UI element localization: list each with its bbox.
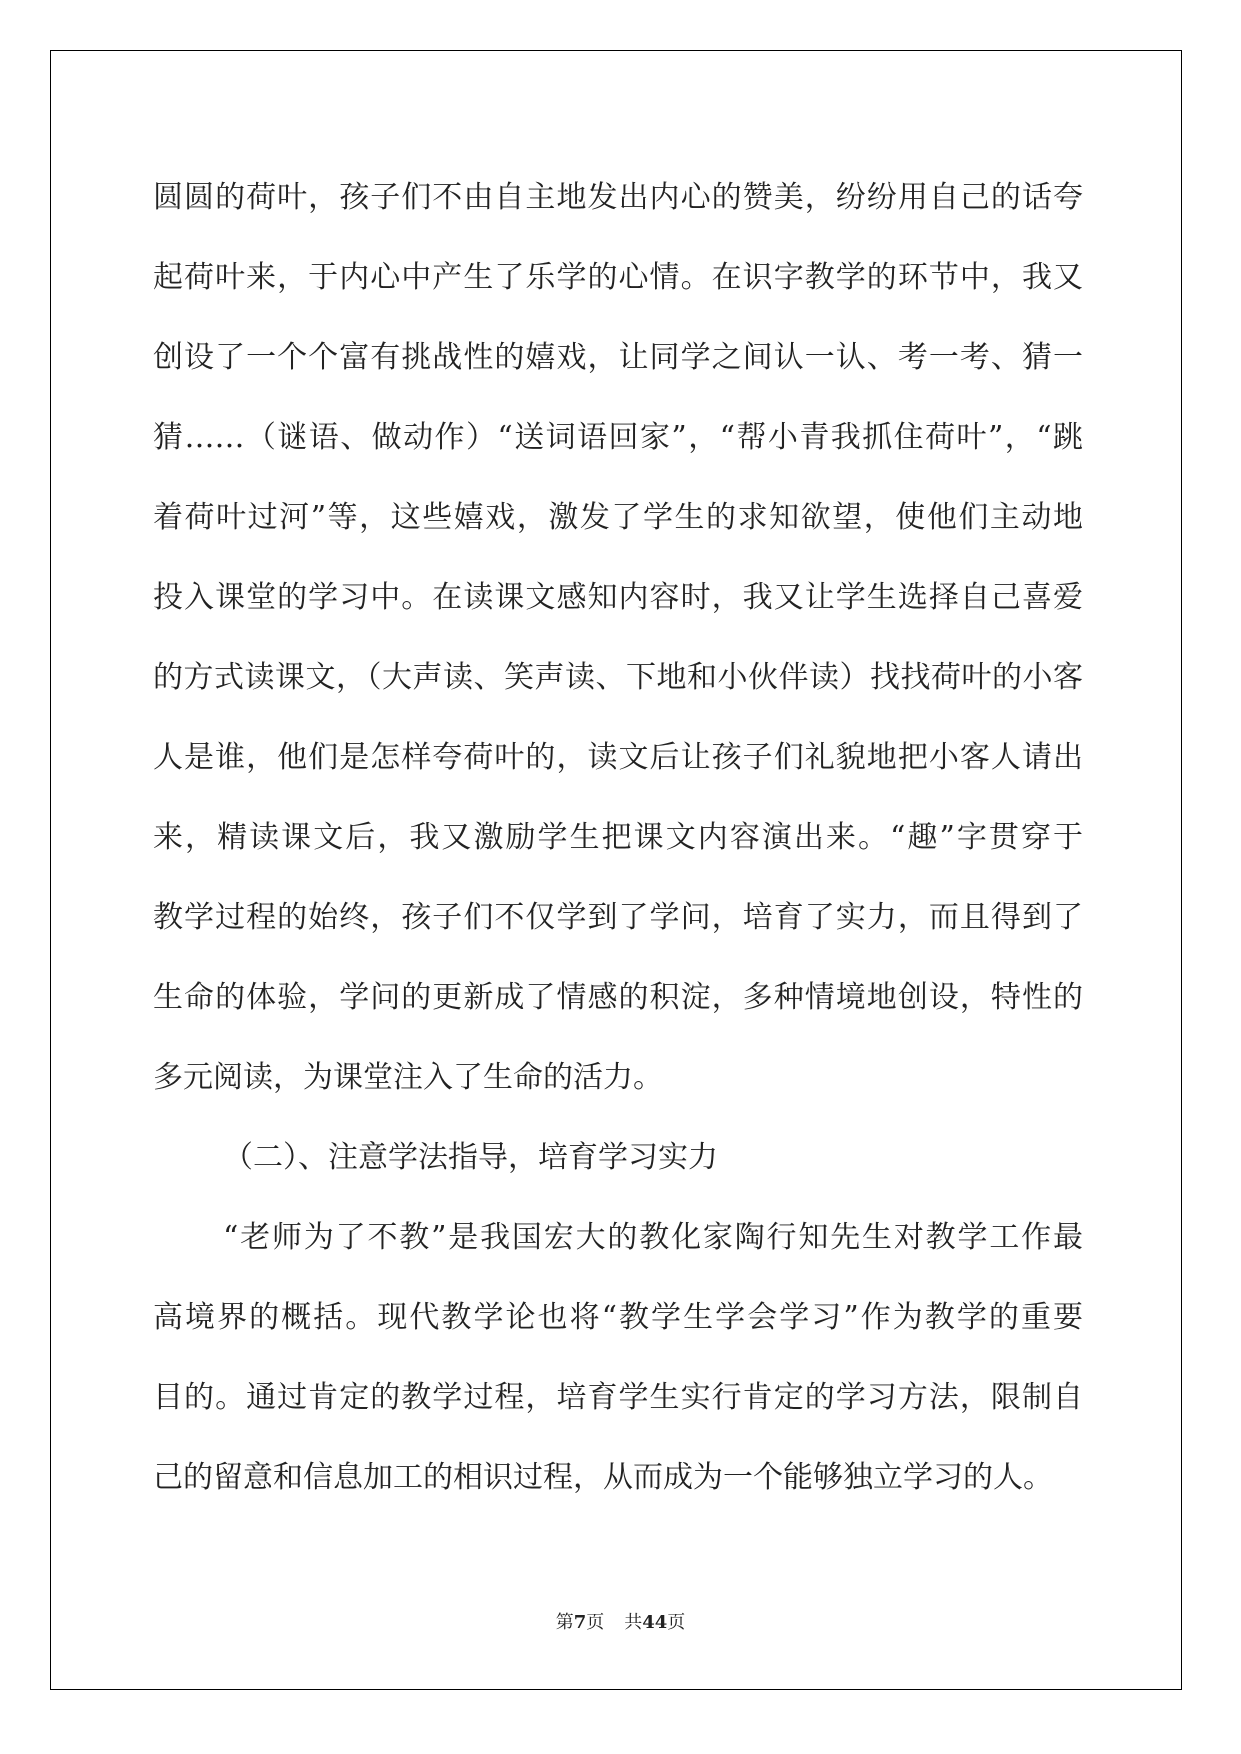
document-body bbox=[153, 158, 1083, 1518]
total-suffix: 页 bbox=[667, 1612, 686, 1633]
text-line: 着荷叶过河”等，这些嬉戏，激发了学生的求知欲望，使他们主动地 bbox=[153, 500, 1083, 535]
text-line: 多元阅读，为课堂注入了生命的活力。 bbox=[153, 1060, 663, 1095]
text-line: 目的。通过肯定的教学过程，培育学生实行肯定的学习方法，限制自 bbox=[153, 1380, 1083, 1415]
total-prefix: 共 bbox=[624, 1612, 643, 1633]
text-line: 猜……（谜语、做动作）“送词语回家”，“帮小青我抓住荷叶”，“跳 bbox=[153, 420, 1083, 455]
text-line: 起荷叶来，于内心中产生了乐学的心情。在识字教学的环节中，我又 bbox=[153, 260, 1083, 295]
page-number: 7 bbox=[573, 1612, 587, 1633]
total-pages: 44 bbox=[642, 1612, 668, 1633]
section-heading: （二）、注意学法指导，培育学习实力 bbox=[223, 1140, 718, 1175]
text-line: 来，精读课文后，我又激励学生把课文内容演出来。“趣”字贯穿于 bbox=[153, 820, 1083, 855]
page-suffix: 页 bbox=[586, 1612, 605, 1633]
text-line: 人是谁，他们是怎样夸荷叶的，读文后让孩子们礼貌地把小客人请出 bbox=[153, 740, 1083, 775]
text-line: 己的留意和信息加工的相识过程，从而成为一个能够独立学习的人。 bbox=[153, 1460, 1053, 1495]
text-line: 投入课堂的学习中。在读课文感知内容时，我又让学生选择自己喜爱 bbox=[153, 580, 1083, 615]
text-line: 高境界的概括。现代教学论也将“教学生学会学习”作为教学的重要 bbox=[153, 1300, 1083, 1335]
text-line: “老师为了不教”是我国宏大的教化家陶行知先生对教学工作最 bbox=[223, 1220, 1083, 1255]
text-line: 的方式读课文，（大声读、笑声读、下地和小伙伴读）找找荷叶的小客 bbox=[153, 660, 1083, 695]
page-prefix: 第 bbox=[555, 1612, 574, 1633]
text-line: 生命的体验，学问的更新成了情感的积淀，多种情境地创设，特性的 bbox=[153, 980, 1083, 1015]
text-line: 教学过程的始终，孩子们不仅学到了学问，培育了实力，而且得到了 bbox=[153, 900, 1083, 935]
text-line: 创设了一个个富有挑战性的嬉戏，让同学之间认一认、考一考、猜一 bbox=[153, 340, 1083, 375]
page-footer bbox=[0, 1608, 1241, 1634]
text-line: 圆圆的荷叶，孩子们不由自主地发出内心的赞美，纷纷用自己的话夸 bbox=[153, 180, 1083, 215]
